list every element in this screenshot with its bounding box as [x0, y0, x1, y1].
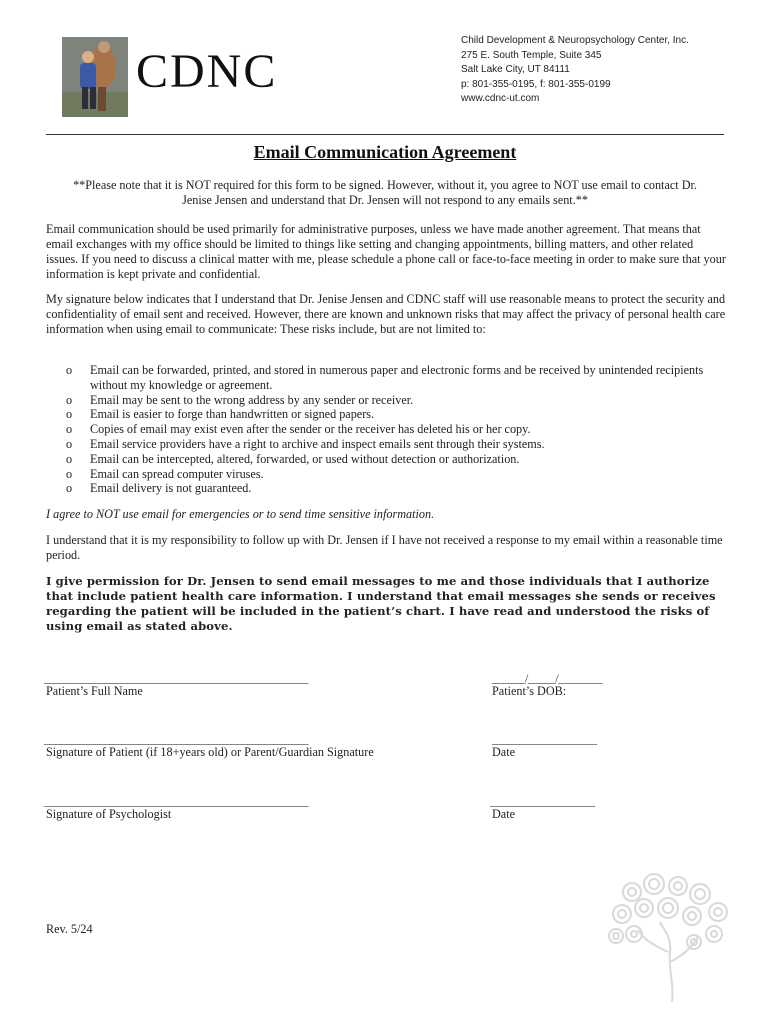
- list-item: [46, 363, 726, 393]
- dob-label: Patient’s DOB:: [492, 684, 567, 698]
- list-item: [46, 393, 726, 408]
- list-item: [46, 452, 726, 467]
- bullet-marker: o: [66, 451, 73, 466]
- emergency-statement: I agree to NOT use email for emergencies or to send time sensitive information.: [46, 507, 435, 521]
- bullet-marker: o: [66, 392, 73, 407]
- risk-text: Copies of email may exist even after the sender or the receiver has deleted his or her copy.: [90, 422, 531, 437]
- permission-paragraph: I give permission for Dr. Jensen to send email messages to me and those individuals that I authorize that include patient health care information. I understand that email messages she sends or receives regarding the patient will be included in the patient’s chart. I have read and understood the risks of using email as stated above.: [46, 574, 716, 633]
- risk-text: Email can spread computer viruses.: [90, 466, 264, 481]
- logo-photo: [62, 37, 128, 117]
- psychologist-signature-line[interactable]: ________________________________________________: [44, 794, 308, 808]
- logo-text: CDNC: [136, 45, 278, 98]
- bullet-marker: o: [66, 407, 73, 422]
- list-item: [46, 422, 726, 437]
- bullet-marker: o: [66, 466, 73, 481]
- bullet-marker: o: [66, 422, 73, 437]
- list-item: [46, 437, 726, 452]
- patient-signature-label: Signature of Patient (if 18+years old) or Parent/Guardian Signature: [46, 745, 374, 759]
- risks-intro-paragraph: My signature below indicates that I understand that Dr. Jenise Jensen and CDNC staff will use reasonable means to protect the security and confidentiality of email sent and received. However, there are known and unknown risks that may affect the privacy of personal health care information when using email to communicate: These risks include, but are not limited to:: [46, 292, 726, 336]
- dob-line[interactable]: ______/_____/________: [492, 671, 603, 685]
- list-item: [46, 481, 726, 496]
- risk-text: Email is easier to forge than handwritten or signed papers.: [90, 407, 375, 422]
- header-divider: [46, 134, 724, 135]
- address-line: Salt Lake City, UT 84111: [461, 64, 570, 75]
- risks-list: [46, 363, 726, 496]
- risk-text: Email can be intercepted, altered, forwarded, or used without detection or authorization.: [90, 451, 520, 466]
- revision-label: Rev. 5/24: [46, 922, 93, 936]
- date-line-1[interactable]: ___________________: [492, 732, 597, 746]
- patient-name-line[interactable]: ________________________________________________: [44, 671, 308, 685]
- list-item: [46, 407, 726, 422]
- risk-text: Email service providers have a right to archive and inspect emails sent through their systems.: [90, 436, 545, 451]
- contact-address: [461, 34, 689, 107]
- date-label-1: Date: [492, 745, 516, 759]
- admin-purpose-paragraph: Email communication should be used primarily for administrative purposes, unless we have made another agreement. That means that email exchanges with my office should be limited to things like setting and changing appointments, billing matters, and other related issues. If you need to discuss a clinical matter with me, please schedule a phone call or face-to-face meeting in order to make sure that your information is kept private and confidential.: [46, 222, 726, 281]
- signature-note: **Please note that it is NOT required for this form to be signed. However, without it, you agree to NOT use email to contact Dr. Jenise Jensen and understand that Dr. Jensen will not respond to any emails sent.**: [73, 178, 697, 207]
- bullet-marker: o: [66, 436, 73, 451]
- risk-text: Email delivery is not guaranteed.: [90, 481, 252, 496]
- list-item: [46, 467, 726, 482]
- bullet-marker: o: [66, 363, 73, 377]
- address-line: p: 801-355-0195, f: 801-355-0199: [461, 78, 611, 90]
- psychologist-signature-label: Signature of Psychologist: [46, 807, 172, 821]
- date-line-2[interactable]: ___________________: [490, 794, 595, 808]
- patient-name-label: Patient’s Full Name: [46, 684, 143, 698]
- risk-text: Email may be sent to the wrong address by any sender or receiver.: [90, 392, 414, 407]
- follow-up-paragraph: I understand that it is my responsibility to follow up with Dr. Jensen if I have not received a response to my email within a reasonable time period.: [46, 533, 723, 562]
- tree-watermark-icon: [602, 872, 734, 1002]
- bullet-marker: o: [66, 481, 73, 496]
- page-title: Email Communication Agreement: [253, 142, 517, 162]
- address-line: 275 E. South Temple, Suite 345: [461, 49, 602, 61]
- date-label-2: Date: [492, 807, 516, 821]
- patient-signature-line[interactable]: ________________________________________________: [44, 732, 308, 746]
- risk-text: Email can be forwarded, printed, and stored in numerous paper and electronic forms and be received by unintended recipients without my knowledge or agreement.: [90, 363, 704, 392]
- website-link[interactable]: www.cdnc-ut.com: [461, 93, 540, 104]
- address-line: Child Development & Neuropsychology Center, Inc.: [461, 35, 689, 46]
